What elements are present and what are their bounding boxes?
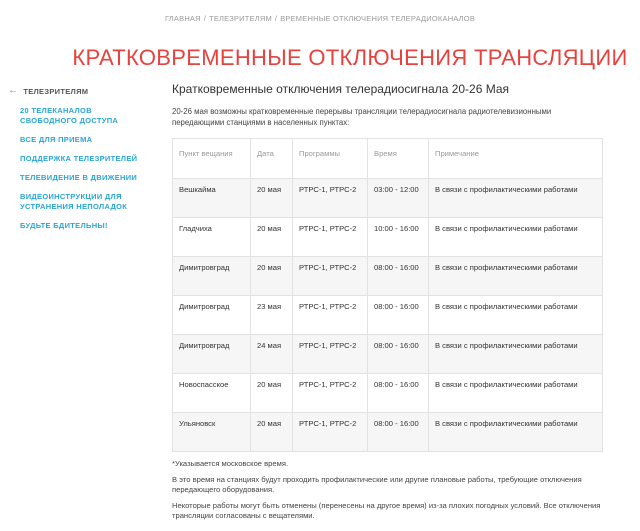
table-row <box>173 413 603 452</box>
article-heading: Кратковременные отключения телерадиосигнала 20-26 Мая <box>172 82 510 96</box>
table-row <box>173 296 603 335</box>
cell-date: 20 мая <box>251 218 293 257</box>
breadcrumb-viewers[interactable]: ТЕЛЕЗРИТЕЛЯМ <box>209 14 272 23</box>
main-content <box>172 82 602 520</box>
cell-date: 23 мая <box>251 296 293 335</box>
table-body <box>173 179 603 452</box>
table-row <box>173 257 603 296</box>
breadcrumb-home[interactable]: ГЛАВНАЯ <box>164 14 201 23</box>
sidebar-back-link[interactable] <box>8 86 143 96</box>
cell-date: 20 мая <box>251 374 293 413</box>
cell-station: Ульяновск <box>173 413 251 452</box>
column-header-date: Дата <box>251 139 293 179</box>
sidebar-item-support[interactable]: ПОДДЕРЖКА ТЕЛЕЗРИТЕЛЕЙ <box>20 154 138 163</box>
cell-programs: РТРС-1, РТРС-2 <box>293 257 368 296</box>
sidebar-item-mobile-tv[interactable]: ТЕЛЕВИДЕНИЕ В ДВИЖЕНИИ <box>20 173 138 182</box>
breadcrumb-current: ВРЕМЕННЫЕ ОТКЛЮЧЕНИЯ ТЕЛЕРАДИОКАНАЛОВ <box>280 14 476 23</box>
table-row <box>173 335 603 374</box>
note-timezone: *Указывается московское время. <box>172 459 289 468</box>
table-header-row <box>173 139 603 179</box>
cell-programs: РТРС-1, РТРС-2 <box>293 218 368 257</box>
cell-date: 20 мая <box>251 413 293 452</box>
cell-time: 08:00 - 16:00 <box>368 296 429 335</box>
note-works: В это время на станциях будут проходить профилактические или другие плановые работы, требующие отключения передающего оборудования. <box>172 475 582 494</box>
cell-time: 08:00 - 16:00 <box>368 335 429 374</box>
column-header-note: Примечание <box>429 139 603 179</box>
cell-time: 08:00 - 16:00 <box>368 257 429 296</box>
arrow-left-icon: ← <box>8 85 19 96</box>
column-header-station: Пункт вещания <box>173 139 251 179</box>
cell-station: Димитровград <box>173 296 251 335</box>
outage-table <box>172 138 603 452</box>
cell-note: В связи с профилактическими работами <box>429 179 603 218</box>
column-header-time: Время <box>368 139 429 179</box>
cell-programs: РТРС-1, РТРС-2 <box>293 374 368 413</box>
table-row <box>173 179 603 218</box>
cell-note: В связи с профилактическими работами <box>429 374 603 413</box>
cell-note: В связи с профилактическими работами <box>429 413 603 452</box>
cell-programs: РТРС-1, РТРС-2 <box>293 179 368 218</box>
cell-station: Вешкайма <box>173 179 251 218</box>
article-intro: 20-26 мая возможны кратковременные перерывы трансляции телерадиосигнала радиотелевизионными передающими станциями в населенных пунктах: <box>172 107 552 127</box>
cell-note: В связи с профилактическими работами <box>429 257 603 296</box>
column-header-programs: Программы <box>293 139 368 179</box>
sidebar-back-label: ТЕЛЕЗРИТЕЛЯМ <box>23 86 89 96</box>
sidebar <box>8 86 143 240</box>
note-weather: Некоторые работы могут быть отменены (перенесены на другое время) из-за плохих погодных условий. Все отключения трансляции согласованы с вещателями. <box>172 501 601 520</box>
cell-note: В связи с профилактическими работами <box>429 218 603 257</box>
sidebar-item-reception[interactable]: ВСЕ ДЛЯ ПРИЕМА <box>20 135 93 144</box>
cell-station: Гладчиха <box>173 218 251 257</box>
sidebar-item-be-vigilant[interactable]: БУДЬТЕ БДИТЕЛЬНЫ! <box>20 221 108 230</box>
cell-note: В связи с профилактическими работами <box>429 296 603 335</box>
cell-date: 24 мая <box>251 335 293 374</box>
cell-date: 20 мая <box>251 179 293 218</box>
cell-station: Новоспасское <box>173 374 251 413</box>
page-title: КРАТКОВРЕМЕННЫЕ ОТКЛЮЧЕНИЯ ТРАНСЛЯЦИИ <box>72 44 628 70</box>
cell-programs: РТРС-1, РТРС-2 <box>293 296 368 335</box>
cell-time: 03:00 - 12:00 <box>368 179 429 218</box>
breadcrumb-separator: / <box>274 14 278 23</box>
table-row <box>173 374 603 413</box>
cell-programs: РТРС-1, РТРС-2 <box>293 335 368 374</box>
cell-time: 08:00 - 16:00 <box>368 413 429 452</box>
cell-station: Димитровград <box>173 335 251 374</box>
table-row <box>173 218 603 257</box>
cell-time: 10:00 - 16:00 <box>368 218 429 257</box>
cell-note: В связи с профилактическими работами <box>429 335 603 374</box>
breadcrumb-separator: / <box>203 14 207 23</box>
notes <box>172 459 602 527</box>
breadcrumb <box>0 14 640 23</box>
sidebar-item-video-instructions[interactable]: ВИДЕОИНСТРУКЦИИ ДЛЯ УСТРАНЕНИЯ НЕПОЛАДОК <box>20 192 128 211</box>
cell-programs: РТРС-1, РТРС-2 <box>293 413 368 452</box>
cell-station: Димитровград <box>173 257 251 296</box>
cell-time: 08:00 - 16:00 <box>368 374 429 413</box>
cell-date: 20 мая <box>251 257 293 296</box>
sidebar-item-free-channels[interactable]: 20 ТЕЛЕКАНАЛОВ СВОБОДНОГО ДОСТУПА <box>20 106 119 125</box>
